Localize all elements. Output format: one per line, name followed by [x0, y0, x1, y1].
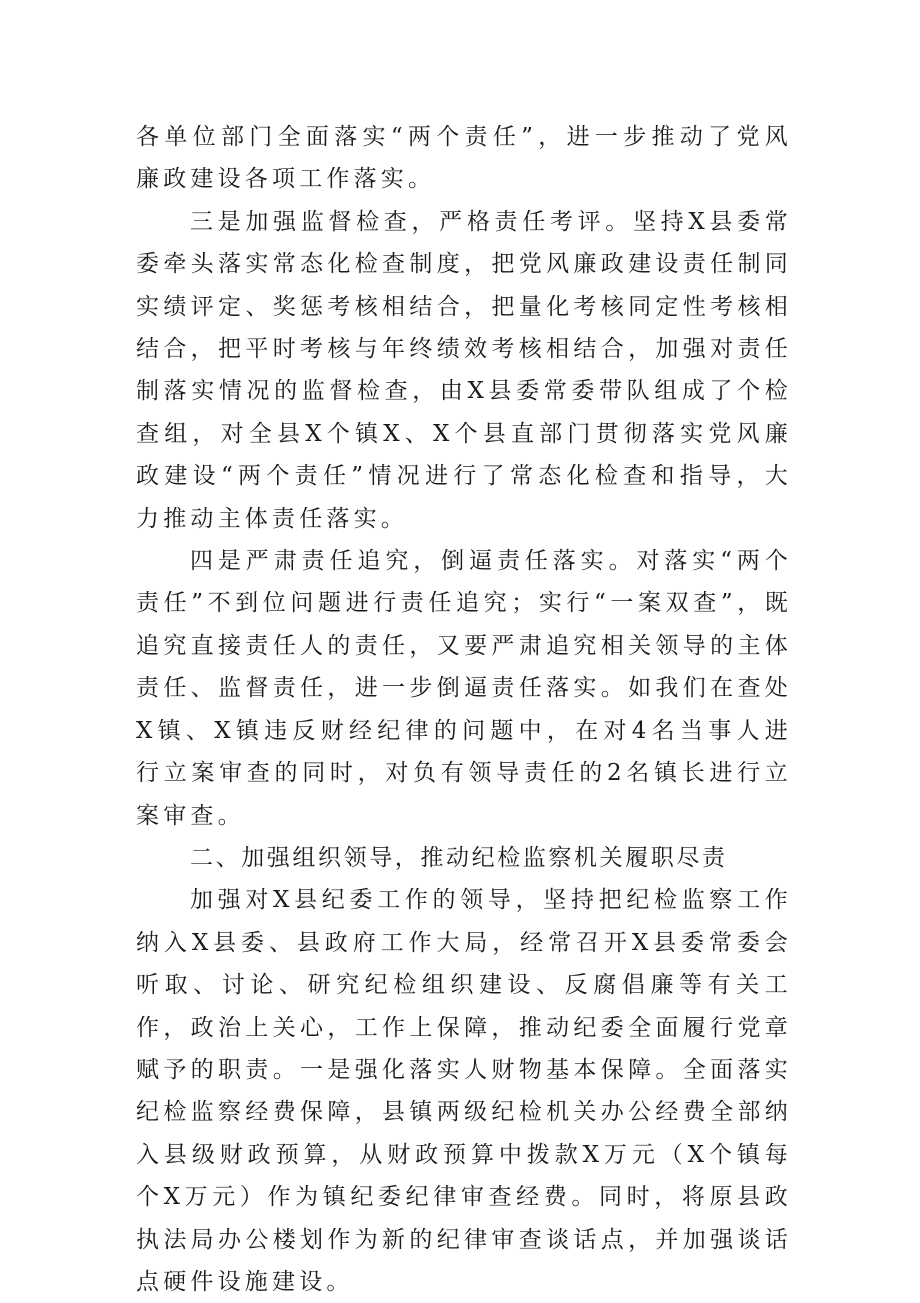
paragraph-point-four: 四是严肃责任追究，倒逼责任落实。对落实“两个责任”不到位问题进行责任追究；实行“一案双查”，既追究直接责任人的责任，又要严肃追究相关领导的主体责任、监督责任，进一步倒逼责任落实。如我们在查处X镇、X镇违反财经纪律的问题中，在对4名当事人进行立案审查的同时，对负有领导责任的2名镇长进行立案审查。	[136, 548, 792, 829]
section-heading: 二、加强组织领导，推动纪检监察机关履职尽责	[190, 844, 728, 871]
document-body	[136, 116, 792, 1303]
paragraph-continuation: 各单位部门全面落实“两个责任”，进一步推动了党风廉政建设各项工作落实。	[136, 124, 792, 193]
paragraph-section-body: 加强对X县纪委工作的领导，坚持把纪检监察工作纳入X县委、县政府工作大局，经常召开X县委常委会听取、讨论、研究纪检组织建设、反腐倡廉等有关工作，政治上关心，工作上保障，推动纪委全面履行党章赋予的职责。一是强化落实人财物基本保障。全面落实纪检监察经费保障，县镇两级纪检机关办公经费全部纳入县级财政预算，从财政预算中拨款X万元（X个镇每个X万元）作为镇纪委纪律审查经费。同时，将原县政执法局办公楼划作为新的纪律审查谈话点，并加强谈话点硬件设施建设。	[136, 887, 792, 1295]
paragraph-point-three: 三是加强监督检查，严格责任考评。坚持X县委常委牵头落实常态化检查制度，把党风廉政建设责任制同实绩评定、奖惩考核相结合，把量化考核同定性考核相结合，把平时考核与年终绩效考核相结合，加强对责任制落实情况的监督检查，由X县委常委带队组成了个检查组，对全县X个镇X、X个县直部门贯彻落实党风廉政建设“两个责任”情况进行了常态化检查和指导，大力推动主体责任落实。	[136, 208, 792, 532]
